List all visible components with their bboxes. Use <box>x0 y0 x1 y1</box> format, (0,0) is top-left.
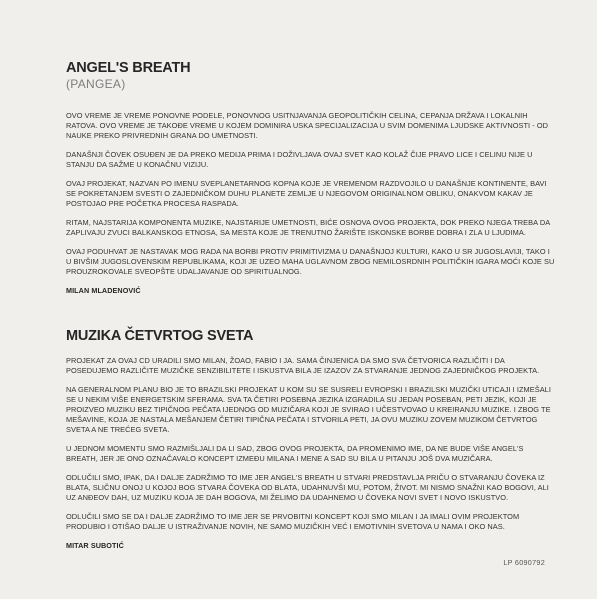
paragraph: U JEDNOM MOMENTU SMO RAZMIŠLJALI DA LI SAD, ZBOG OVOG PROJEKTA, DA PROMENIMO IME, DA NE BUDE VIŠE ANGEL'S BREATH, JER JE ONO OZNAČAVALO KONCEPT IZMEĐU MILANA I MENE A SAD SU BILA U PITANJU JOŠ DVA MUZIČARA. <box>66 444 524 463</box>
author-signature: MILAN MLADENOVIĆ <box>66 286 141 295</box>
paragraph: DANAŠNJI ČOVEK OSUĐEN JE DA PREKO MEDIJA PRIMA I DOŽIVLJAVA OVAJ SVET KAO KOLAŽ ČIJE PRAVO LICE I CELINU NIJE U STANJU DA SAŽME U KONAČNU VIZIJU. <box>66 150 533 169</box>
paragraph: ODLUČILI SMO SE DA I DALJE ZADRŽIMO TO IME JER SE PRVOBITNI KONCEPT KOJI SMO MILAN I JA IMALI OVIM PROJEKTOM PRODUBIO I OTIŠAO DALJE U ISTRAŽIVANJE NOVIH, NE SAMO MUZIČKIH VEĆ I EMOTIVNIH SVETOVA U NAMA I OKO NAS. <box>66 512 520 531</box>
section-subtitle: (PANGEA) <box>66 77 126 91</box>
paragraph: NA GENERALNOM PLANU BIO JE TO BRAZILSKI PROJEKAT U KOM SU SE SUSRELI EVROPSKI I BRAZILSKI MUZIČKI UTICAJI I IZMEŠALI SE U NEKIM VIŠE ENERGETSKIM SFERAMA. SVA TA ČETIRI POSEBNA JEZIKA IZGRADILA SU JEDAN POSEBAN, PETI JEZIK, KOJI JE PROIZVEO MUZIKU BEZ TIPIČNOG PEČATA IJEDNOG OD MUZIČARA KOJI JE SVIRAO I UČESTVOVAO U KREIRANJU MUZIKE. I ZBOG TE MEŠAVINE, KOJA JE NASTALA MEŠANJEM ČETIRI TIPIČNA PEČATA I STVORILA PETI, JA OVU MUZIKU ZOVEM MUZIKOM ČETVRTOG SVETA A NE TREĆEG SVETA. <box>66 385 551 434</box>
paragraph: ODLUČILI SMO, IPAK, DA I DALJE ZADRŽIMO TO IME JER ANGEL'S BREATH U STVARI PREDSTAVLJA PRIČU O STVARANJU ČOVEKA IZ BLATA, SLIČNU ONOJ U KOJOJ BOG STVARA ČOVEKA OD BLATA, UDAHNUVŠI MU, POTOM, ŽIVOT. MI NISMO SNAŽNI KAO BOGOVI, ALI UZ ANĐEOV DAH, UZ MUZIKU KOJA JE DAH BOGOVA, MI ŽELIMO DA UDAHNEMO U ČOVEKA NOVI SVET I NOVO ISKUSTVO. <box>66 473 549 502</box>
section-title: ANGEL'S BREATH <box>66 60 191 76</box>
section-title: MUZIKA ČETVRTOG SVETA <box>66 328 254 344</box>
paragraph: OVAJ PODUHVAT JE NASTAVAK MOG RADA NA BORBI PROTIV PRIMITIVIZMA U DANAŠNJOJ KULTURI, KAKO U SR JUGOSLAVIJI, TAKO I U BIVŠIM JUGOSLOVENSKIM REPUBLIKAMA, KOJI JE UZEO MAHA UGLAVNOM ZBOG NEMILOSRDNIH POLITIČKIH IGARA MOĆI KOJE SU PROUZROKOVALE SVEOPŠTE UDALJAVANJE OD SPIRITUALNOG. <box>66 247 555 276</box>
paragraph: RITAM, NAJSTARIJA KOMPONENTA MUZIKE, NAJSTARIJE UMETNOSTI, BIĆE OSNOVA OVOG PROJEKTA, DOK PREKO NJEGA TREBA DA ZAPLIVAJU ZVUCI BALKANSKOG ETNOSA, SA MESTA KOJE JE TRENUTNO ŽARIŠTE ISKONSKE BORBE DOBRA I ZLA U LJUDIMA. <box>66 218 550 237</box>
catalog-number: LP 6090792 <box>503 558 545 567</box>
section-body <box>66 111 556 295</box>
paragraph: OVO VREME JE VREME PONOVNE PODELE, PONOVNOG USITNJAVANJA GEOPOLITIČKIH CELINA, CEPANJA DRŽAVA I LOKALNIH RATOVA. OVO VREME JE TAKOĐE VREME U KOJEM DOMINIRA USKA SPECIJALIZACIJA U SVIM DOMENIMA LJUDSKE AKTIVNOSTI - OD NAUKE PREKO PRIVREDNIH GRANA DO UMETNOSTI. <box>66 111 549 140</box>
section-body <box>66 356 556 550</box>
paragraph: OVAJ PROJEKAT, NAZVAN PO IMENU SVEPLANETARNOG KOPNA KOJE JE VREMENOM RAZDVOJILO U DANAŠNJE KONTINENTE, BAVI SE POKRETANJEM SVESTI O ZAJEDNIČKOM DUHU PLANETE ZEMLJE U NJEGOVOM ORIGINALNOM OBLIKU, ONAKVOM KAKAV JE POSTOJAO PRE POČETKA PROCESA RASPADA. <box>66 179 547 208</box>
section-muzika-cetvrtog-sveta <box>66 328 556 550</box>
author-signature: MITAR SUBOTIĆ <box>66 541 124 550</box>
section-angels-breath <box>66 60 556 295</box>
paragraph: PROJEKAT ZA OVAJ CD URADILI SMO MILAN, ŽOAO, FABIO I JA. SAMA ČINJENICA DA SMO SVA ČETVORICA RAZLIČITI I DA POSEDUJEMO RAZLIČITE MUZIČKE SENZIBILITETE I ISKUSTVA BILA JE IZAZOV ZA STVARANJE JEDNOG ZAJEDNIČKOG PROJEKTA. <box>66 356 540 375</box>
